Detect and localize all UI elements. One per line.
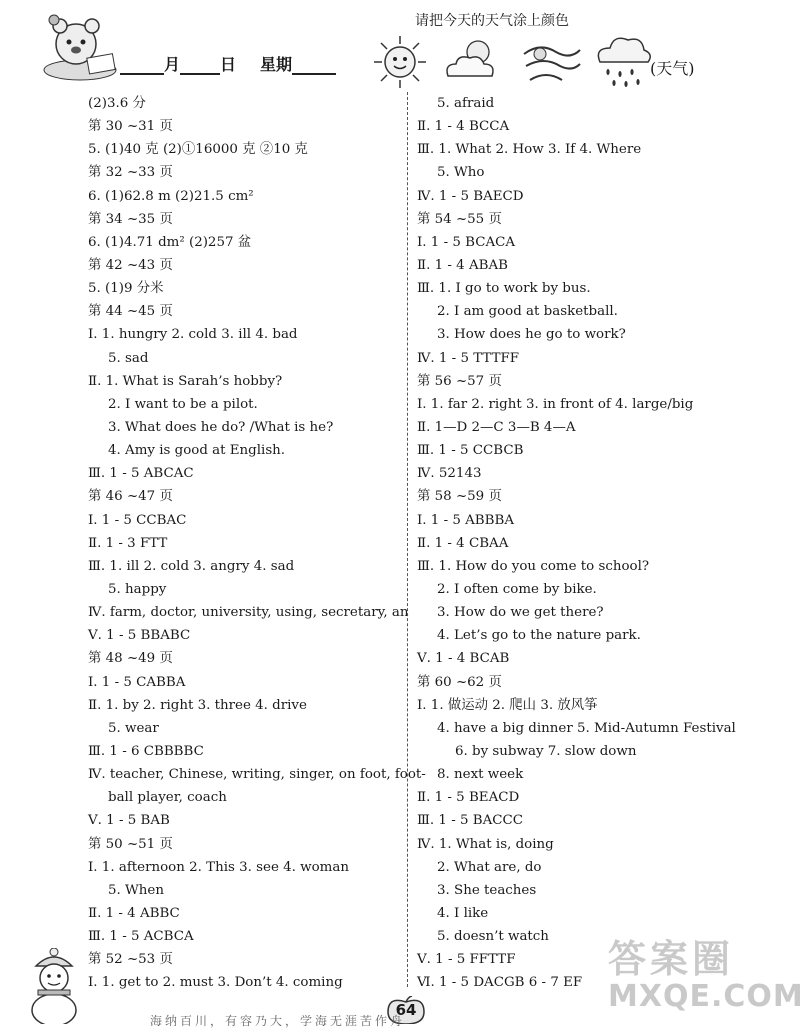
answer-line: 6. (1)4.71 dm² (2)257 盆 — [88, 234, 252, 250]
answer-line: Ⅲ. 1 - 5 ACBCA — [88, 929, 194, 945]
answer-line: Ⅱ. 1. by 2. right 3. three 4. drive — [88, 697, 307, 713]
rain-cloud-icon[interactable] — [594, 30, 654, 90]
answer-line: Ⅰ. 1. 做运动 2. 爬山 3. 放风筝 — [417, 697, 598, 713]
answer-line: 2. I often come by bike. — [437, 581, 597, 597]
answer-line: Ⅰ. 1 - 5 CCBAC — [88, 512, 187, 528]
answer-line: Ⅲ. 1. What 2. How 3. If 4. Where — [417, 142, 642, 158]
answer-line: 5. afraid — [437, 96, 495, 111]
answer-line: Ⅰ. 1 - 5 BCACA — [417, 234, 516, 250]
partly-cloudy-icon[interactable] — [440, 34, 500, 86]
answer-line: Ⅱ. 1 - 5 BEACD — [417, 790, 520, 806]
answer-line: 2. I want to be a pilot. — [108, 396, 258, 412]
answer-line: 第 30 ~31 页 — [88, 119, 173, 135]
answer-line: 3. How does he go to work? — [437, 327, 626, 343]
answer-line: 2. I am good at basketball. — [437, 304, 618, 320]
watermark — [608, 928, 804, 1014]
answer-line: 2. What are, do — [437, 859, 542, 875]
month-label: 月 — [164, 55, 181, 74]
wind-icon[interactable] — [520, 36, 584, 92]
answer-line: Ⅱ. 1 - 4 ABBC — [88, 905, 180, 921]
answer-line: 第 54 ~55 页 — [417, 211, 502, 227]
answer-line: 4. Let’s go to the nature park. — [437, 628, 641, 644]
answer-line: Ⅱ. 1 - 3 FTT — [88, 535, 168, 551]
answer-line: Ⅰ. 1 - 5 ABBBA — [417, 512, 514, 528]
answer-line: Ⅰ. 1 - 5 CABBA — [88, 674, 186, 690]
answer-line: Ⅳ. 1. What is, doing — [417, 836, 554, 852]
answer-line: 5. Who — [437, 165, 485, 181]
footer-motto: 海纳百川，有容乃大，学海无涯苦作舟 — [150, 1014, 406, 1028]
answer-line: Ⅳ. 1 - 5 BAECD — [417, 188, 524, 204]
watermark-url: MXQE.COM — [608, 979, 804, 1014]
answer-line: 6. (1)62.8 m (2)21.5 cm² — [88, 188, 254, 204]
answer-line: Ⅰ. 1. hungry 2. cold 3. ill 4. bad — [88, 327, 298, 343]
answer-line: Ⅵ. 1 - 5 DACGB 6 - 7 EF — [417, 975, 583, 991]
answer-line: 第 52 ~53 页 — [88, 952, 173, 968]
answer-line: 3. How do we get there? — [437, 605, 604, 621]
answer-line: Ⅴ. 1 - 5 BAB — [88, 813, 170, 829]
answer-line: Ⅱ. 1 - 4 CBAA — [417, 535, 509, 551]
answer-line: 第 44 ~45 页 — [88, 304, 173, 320]
answer-line: Ⅲ. 1. How do you come to school? — [417, 558, 650, 574]
answer-line: 5. happy — [108, 581, 167, 597]
answer-line: Ⅳ. 52143 — [417, 466, 482, 482]
column-divider — [407, 92, 408, 987]
answer-line: ball player, coach — [108, 790, 227, 806]
snowman-icon — [22, 948, 86, 1024]
answer-line: 5. (1)9 分米 — [88, 281, 164, 297]
answer-line: 5. wear — [108, 720, 159, 736]
answer-line: Ⅳ. 1 - 5 TTTFF — [417, 350, 520, 366]
answer-line: 第 34 ~35 页 — [88, 211, 173, 227]
answer-line: Ⅲ. 1 - 6 CBBBBC — [88, 743, 204, 759]
answer-line: Ⅱ. 1—D 2—C 3—B 4—A — [417, 419, 576, 435]
answer-line: Ⅴ. 1 - 4 BCAB — [417, 651, 510, 667]
day-blank[interactable] — [180, 55, 220, 75]
answer-line: Ⅰ. 1. get to 2. must 3. Don’t 4. coming — [88, 975, 343, 991]
answer-line: Ⅰ. 1. afternoon 2. This 3. see 4. woman — [88, 859, 349, 875]
answer-line: 4. I like — [437, 905, 489, 921]
answer-line: 5. sad — [108, 350, 149, 366]
answer-line: 第 50 ~51 页 — [88, 836, 173, 852]
answer-line: Ⅱ. 1 - 4 BCCA — [417, 119, 510, 135]
day-label: 日 — [220, 55, 237, 74]
answer-line: 第 60 ~62 页 — [417, 674, 502, 690]
answer-line: 3. She teaches — [437, 882, 537, 898]
answer-line: Ⅲ. 1. ill 2. cold 3. angry 4. sad — [88, 558, 295, 574]
answer-line: Ⅴ. 1 - 5 FFTTF — [417, 952, 516, 968]
page-number-text: 64 — [395, 1001, 417, 1019]
answer-line: 4. have a big dinner 5. Mid-Autumn Festival — [437, 720, 736, 736]
answer-column-left — [88, 92, 426, 994]
answer-line: 4. Amy is good at English. — [108, 443, 286, 459]
answer-line: 第 56 ~57 页 — [417, 373, 502, 389]
answer-line: 5. When — [108, 882, 164, 898]
answer-column-right — [417, 92, 797, 994]
answer-line: 5. doesn’t watch — [437, 929, 549, 945]
answer-line: Ⅲ. 1 - 5 ABCAC — [88, 466, 194, 482]
answer-line: Ⅰ. 1. far 2. right 3. in front of 4. large/big — [417, 396, 694, 412]
watermark-cn: 答案圈 — [608, 937, 735, 981]
answer-line: 3. What does he do? /What is he? — [108, 419, 334, 435]
answer-line: (2)3.6 分 — [88, 96, 146, 111]
answer-line: 第 42 ~43 页 — [88, 257, 173, 273]
date-line — [120, 52, 336, 75]
answer-line: 第 46 ~47 页 — [88, 489, 173, 505]
answer-line: Ⅳ. teacher, Chinese, writing, singer, on foot, foot- — [88, 767, 426, 783]
answer-line: 第 58 ~59 页 — [417, 489, 502, 505]
weekday-blank[interactable] — [292, 55, 336, 75]
sun-icon[interactable] — [372, 34, 428, 90]
answer-line: 8. next week — [437, 767, 524, 783]
weekday-label: 星期 — [260, 55, 293, 74]
answer-line: 第 48 ~49 页 — [88, 651, 173, 667]
answer-line: 6. by subway 7. slow down — [455, 743, 637, 759]
answer-line: Ⅱ. 1. What is Sarah’s hobby? — [88, 373, 283, 389]
answer-line: 第 32 ~33 页 — [88, 165, 173, 181]
answer-line: Ⅳ. farm, doctor, university, using, secretary, an — [88, 605, 409, 621]
page-header — [0, 0, 810, 92]
weather-label: (天气) — [650, 59, 695, 78]
answer-line: Ⅱ. 1 - 4 ABAB — [417, 257, 508, 273]
answer-line: Ⅲ. 1. I go to work by bus. — [417, 281, 591, 297]
answer-line: Ⅴ. 1 - 5 BBABC — [88, 628, 191, 644]
bear-reading-icon — [40, 12, 120, 84]
answer-line: 5. (1)40 克 (2)①16000 克 ②10 克 — [88, 142, 308, 158]
answer-line: Ⅲ. 1 - 5 BACCC — [417, 813, 524, 829]
weather-instruction: 请把今天的天气涂上颜色 — [415, 13, 569, 29]
answer-line: Ⅲ. 1 - 5 CCBCB — [417, 443, 524, 459]
month-blank[interactable] — [120, 55, 164, 75]
